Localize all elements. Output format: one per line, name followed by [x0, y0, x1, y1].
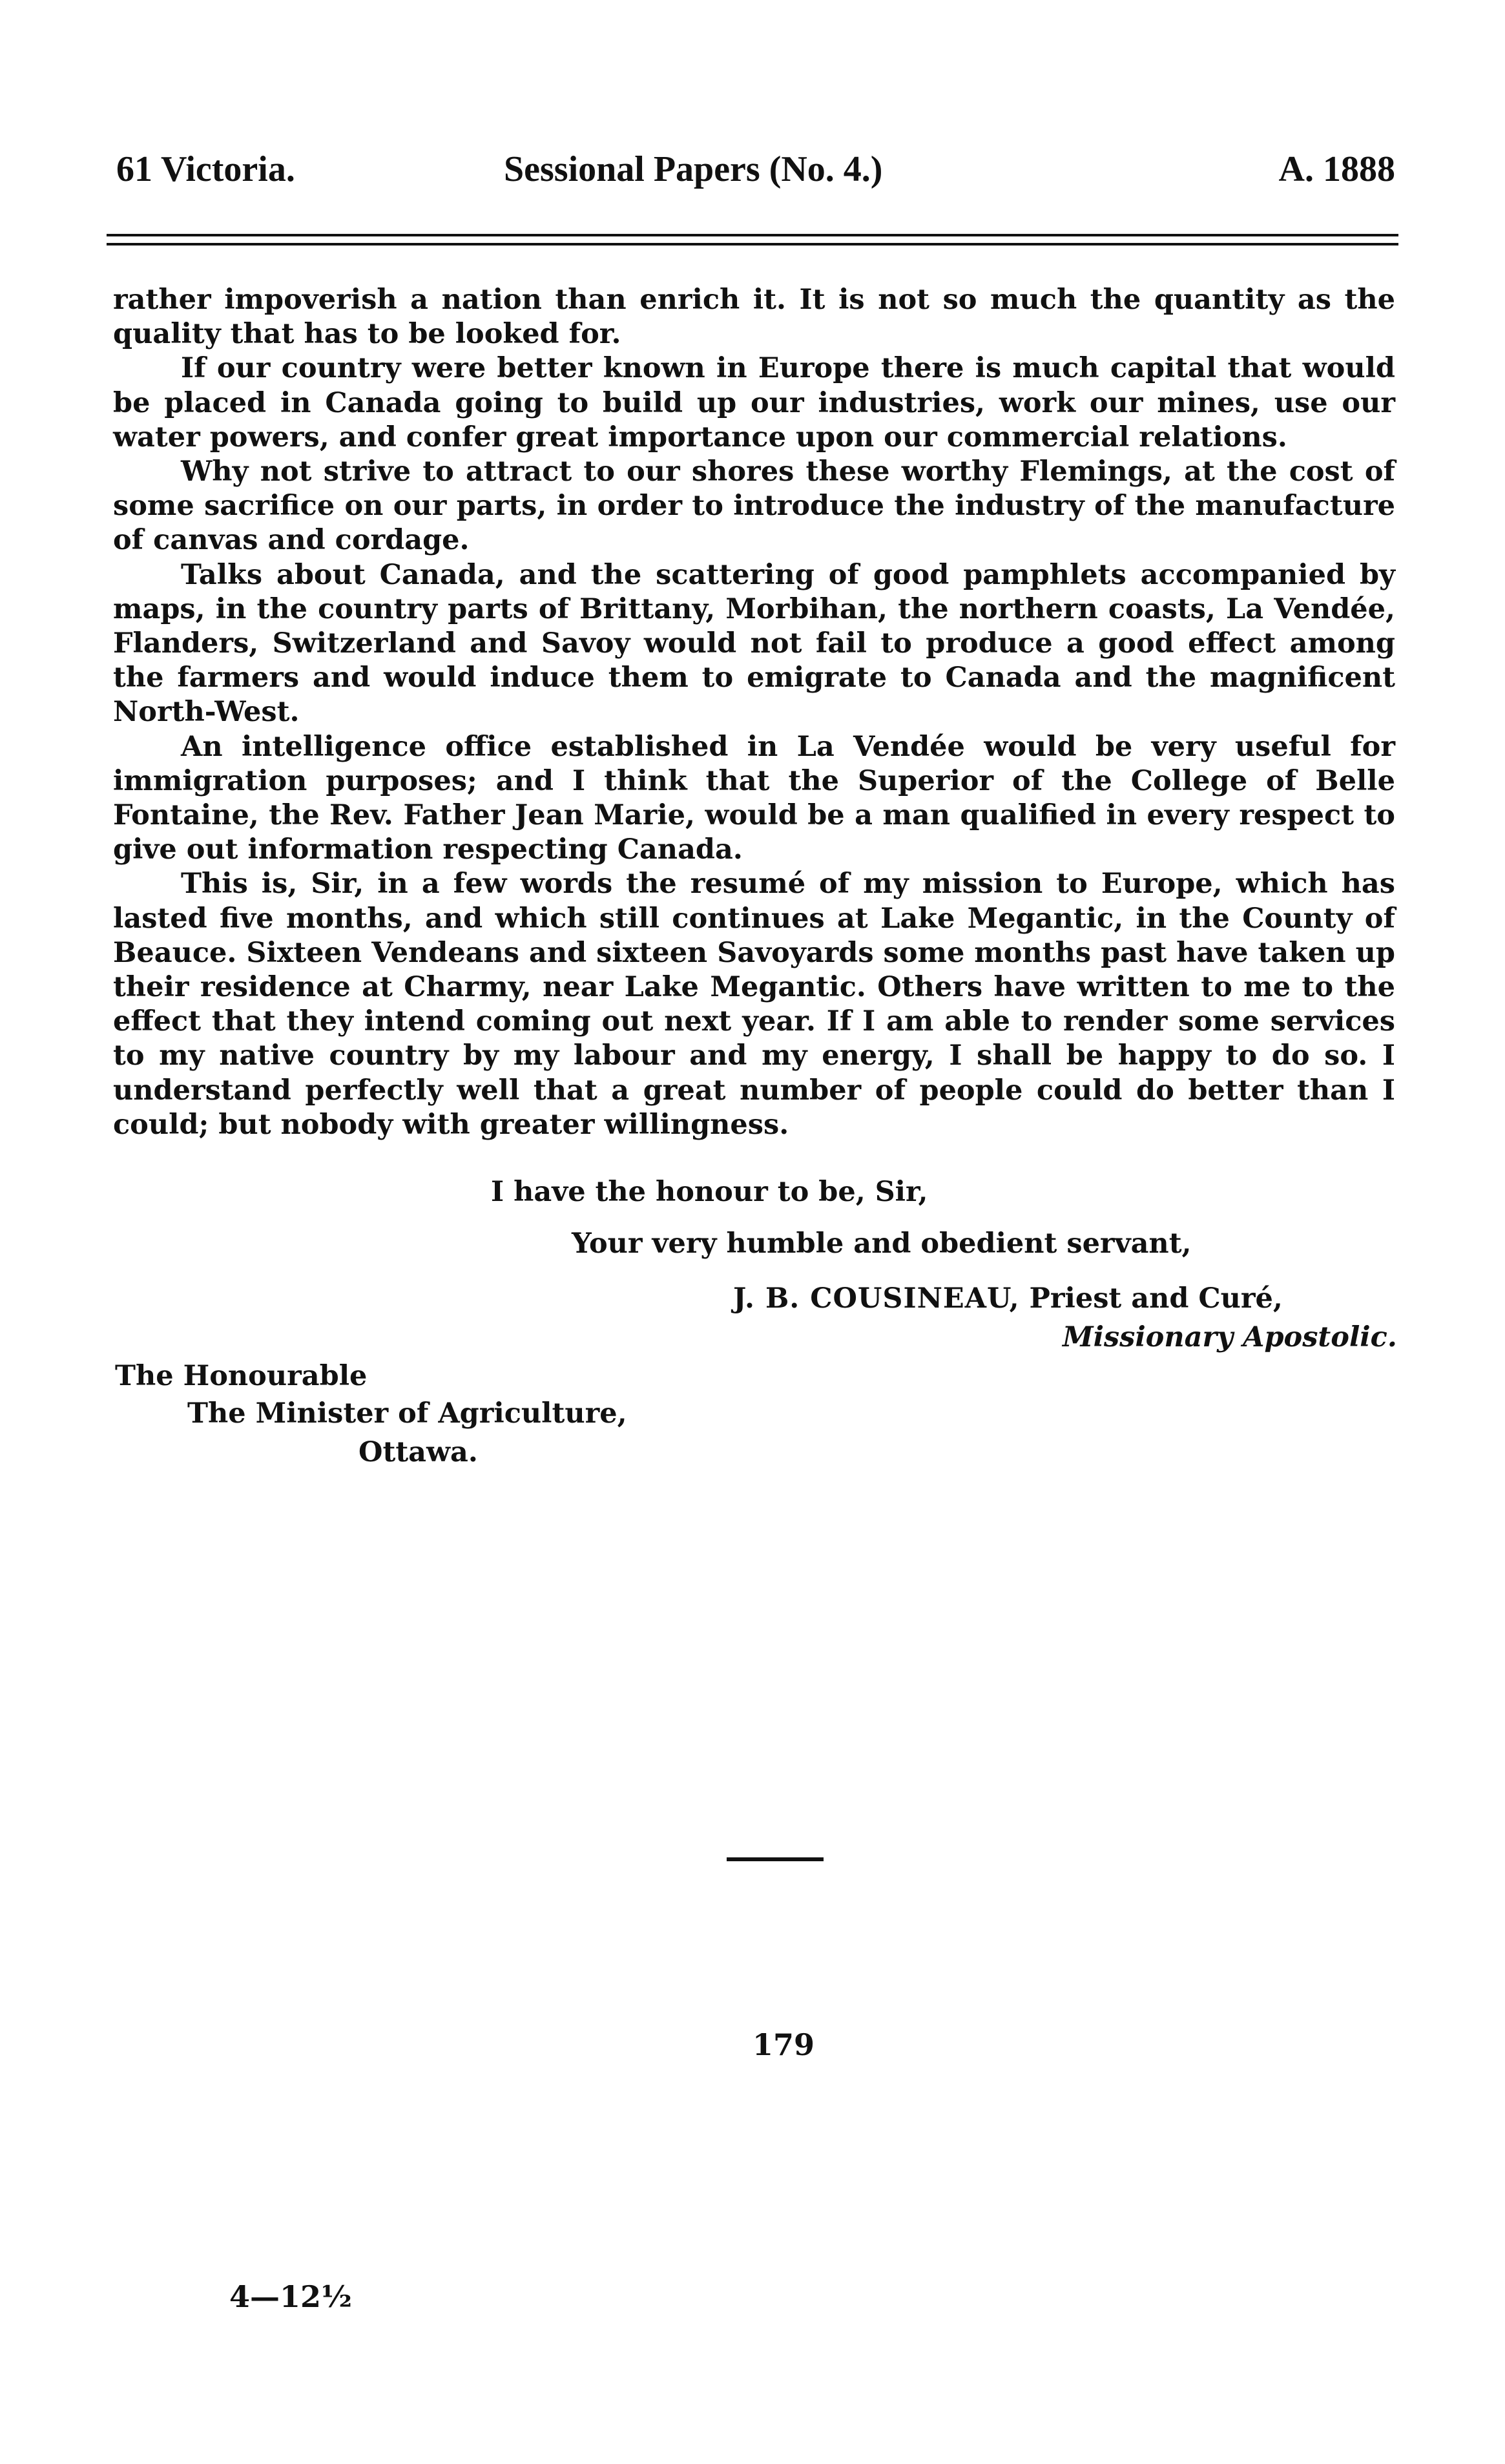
running-header	[97, 149, 1395, 200]
paragraph-6: This is, Sir, in a few words the resumé of my mission to Europe, which has lasted five months, and which still continues at Lake Megantic, in the County of Beauce. Sixteen Vendeans and sixteen Savoyards some months past have taken up their residence at Charmy, near Lake Megantic. Others have written to me to the effect that they intend coming out next year. If I am able to render some services to my native country by my labour and my energy, I shall be happy to do so. I understand perfectly well that a great number of people could do better than I could; but nobody with greater willingness.	[113, 868, 1395, 1141]
closing-salutation: I have the honour to be, Sir,	[491, 1176, 928, 1208]
paragraph-1: rather impoverish a nation than enrich it. It is not so much the quantity as the quality that has to be looked for.	[113, 284, 1395, 351]
header-series: Sessional Papers (No. 4.)	[504, 149, 883, 189]
header-rule-thick	[107, 243, 1398, 245]
signature-name: J. B. COUSINEAU,	[733, 1282, 1020, 1315]
signature-line	[733, 1282, 1283, 1315]
paragraph-5: An intelligence office established in La Vendée would be very useful for immigration purposes; and I think that the Superior of the College of Belle Fontaine, the Rev. Father Jean Marie, would be a man qualified in every respect to give out information respecting Canada.	[113, 730, 1395, 866]
address-line-3: Ottawa.	[358, 1436, 478, 1468]
closing-servant: Your very humble and obedient servant,	[572, 1227, 1192, 1260]
printer-signature-mark: 4—12½	[229, 2279, 352, 2314]
paragraph-3: Why not strive to attract to our shores these worthy Flemings, at the cost of some sacrifice on our parts, in order to introduce the industry of the manufacture of canvas and cordage.	[113, 455, 1395, 557]
header-rule-thin	[107, 234, 1398, 236]
paragraph-2: If our country were better known in Europe there is much capital that would be placed in Canada going to build up our industries, work our mines, use our water powers, and confer great importance upon our commercial relations.	[113, 352, 1395, 454]
letter-body	[113, 283, 1395, 1142]
header-volume: 61 Victoria.	[116, 149, 295, 189]
paragraph-4: Talks about Canada, and the scattering of good pamphlets accompanied by maps, in the country parts of Brittany, Morbihan, the northern coasts, La Vendée, Flanders, Switzerland and Savoy would not fail to produce a good effect among the farmers and would induce them to emigrate to Canada and the magnificent North-West.	[113, 558, 1395, 729]
address-line-2: The Minister of Agriculture,	[187, 1397, 627, 1430]
header-year: A. 1888	[1278, 149, 1395, 189]
signature-title: Missionary Apostolic.	[1063, 1321, 1397, 1353]
address-line-1: The Honourable	[115, 1360, 368, 1392]
signature-role: Priest and Curé,	[1029, 1282, 1283, 1315]
section-end-rule	[727, 1857, 824, 1861]
page-number: 179	[752, 2027, 815, 2062]
